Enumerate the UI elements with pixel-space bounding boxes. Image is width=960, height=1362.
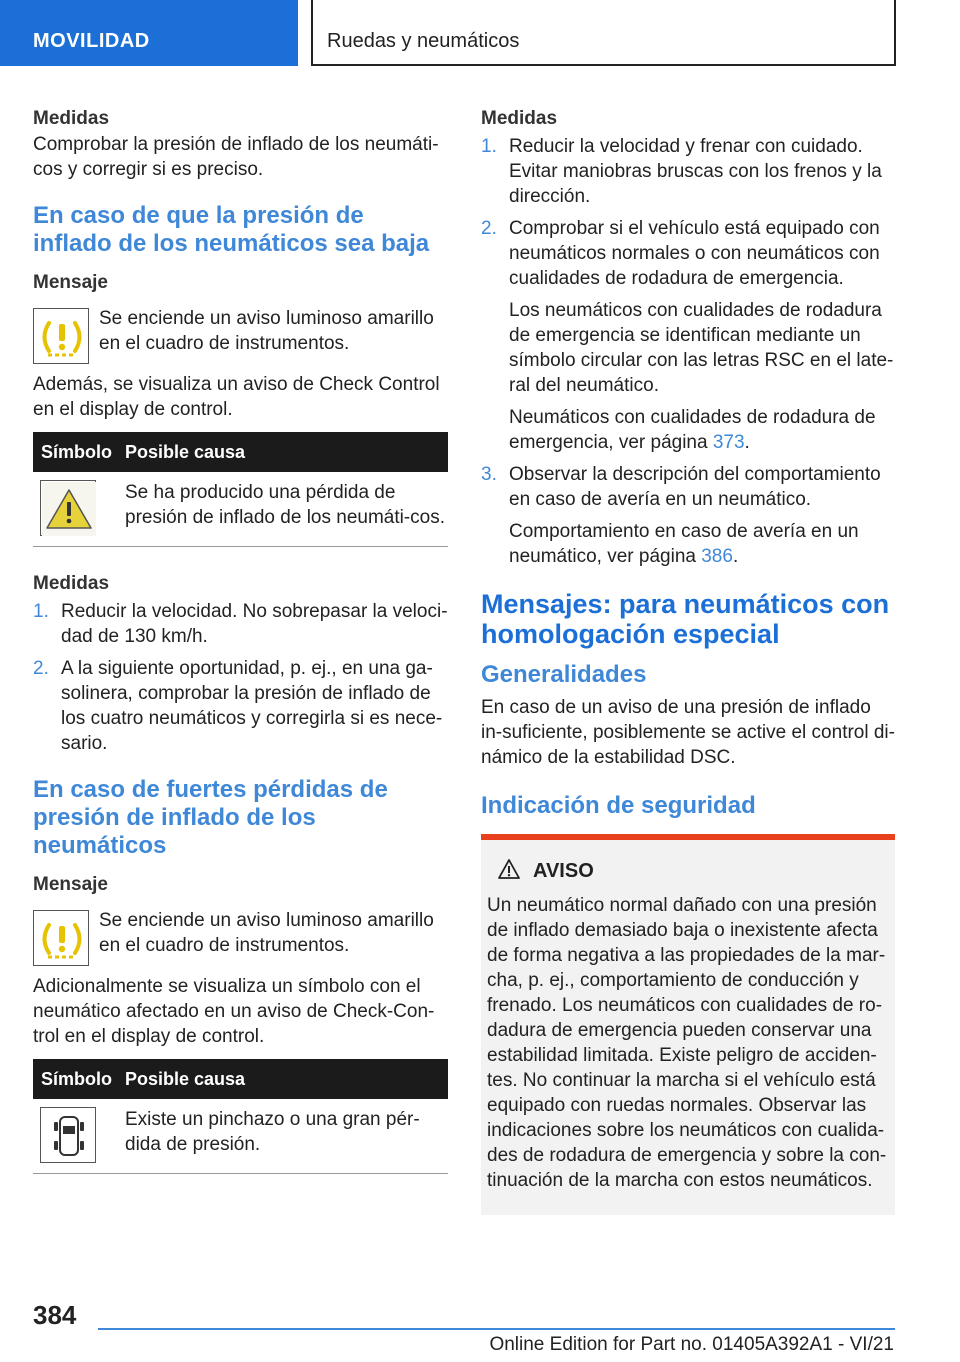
step-number: 3. bbox=[481, 464, 497, 485]
column-symbol: Símbolo bbox=[41, 1068, 112, 1089]
section-heading-strong-loss: En caso de fuertes pérdidas de presión de inflado de los neumáticos bbox=[33, 776, 388, 859]
page-link-373[interactable]: 373 bbox=[712, 432, 745, 453]
step-number: 1. bbox=[481, 136, 497, 157]
safety-heading: Indicación de seguridad bbox=[481, 792, 756, 819]
step-number: 1. bbox=[33, 601, 49, 622]
cause-text: Se ha producido una pérdida de presión de inflado de los neumáti-cos. bbox=[125, 482, 446, 528]
left-column bbox=[33, 100, 448, 1174]
chapter-tab bbox=[311, 0, 896, 66]
check-control-text: Adicionalmente se visualiza un símbolo con el neumático afectado en un aviso de Check-Con-trol en el display de control. bbox=[33, 976, 435, 1047]
page-link-386[interactable]: 386 bbox=[701, 546, 733, 567]
steps-list bbox=[481, 134, 895, 569]
chapter-label: Ruedas y neumáticos bbox=[327, 30, 520, 52]
message-row bbox=[33, 306, 448, 364]
step-text: Comprobar si el vehículo está equipado con neumáticos normales o con neumáticos con cualidades de rodadura de emergencia. bbox=[509, 218, 880, 289]
list-item bbox=[481, 134, 895, 209]
tire-pressure-warning-icon bbox=[33, 910, 89, 966]
cause-text: Existe un pinchazo o una gran pér-dida de presión. bbox=[125, 1109, 420, 1155]
message-row bbox=[33, 908, 448, 966]
list-item bbox=[33, 599, 448, 649]
section-heading-low-pressure: En caso de que la presión de inflado de los neumáticos sea baja bbox=[33, 202, 430, 257]
step-note: Los neumáticos con cualidades de rodadura de emergencia se identifican mediante un símbolo circular con las letras RSC en el late-ral del neumático. bbox=[509, 300, 894, 396]
tire-pressure-warning-icon bbox=[33, 308, 89, 364]
footer-divider bbox=[98, 1328, 895, 1330]
generalidades-heading: Generalidades bbox=[481, 661, 647, 688]
step-text: Observar la descripción del comportamiento en caso de avería en un neumático. bbox=[509, 464, 881, 510]
table-header bbox=[33, 1059, 448, 1099]
step-text: Reducir la velocidad. No sobrepasar la veloci-dad de 130 km/h. bbox=[61, 601, 448, 647]
symbol-table bbox=[33, 1059, 448, 1174]
mensaje-heading: Mensaje bbox=[33, 272, 108, 293]
page-header bbox=[0, 0, 960, 66]
table-row bbox=[33, 1099, 448, 1173]
table-row bbox=[33, 472, 448, 546]
section-heading-special-approval: Mensajes: para neumáticos con homologación especial bbox=[481, 589, 890, 649]
step-note-reference: Comportamiento en caso de avería en un neumático, ver página 386. bbox=[509, 521, 859, 567]
table-header bbox=[33, 432, 448, 472]
section-label: MOVILIDAD bbox=[33, 30, 150, 52]
column-cause: Posible causa bbox=[125, 441, 246, 462]
message-text: Se enciende un aviso luminoso amarillo en el cuadro de instrumentos. bbox=[99, 308, 434, 354]
column-cause: Posible causa bbox=[125, 1068, 246, 1089]
warning-box bbox=[481, 834, 895, 1215]
warning-triangle-icon bbox=[40, 480, 96, 536]
warning-text: Un neumático normal dañado con una presión de inflado demasiado baja o inexistente afecta de forma negativa a las propiedades de la mar-cha, p. ej., comportamiento de conducción y frenado. Los neumáticos con cualidades de ro-dadura de emergencia pueden conservar una estabilidad limitada. Existe peligro de acciden-tes. No continuar la marcha si el vehículo está equipado con ruedas normales. Observar las indicaciones sobre los neumáticos con cualida-des de rodadura de emergencia y sobre la con-tinuación de la marcha con estos neumáticos. bbox=[487, 895, 887, 1191]
step-number: 2. bbox=[33, 658, 49, 679]
warning-title: AVISO bbox=[533, 860, 594, 882]
warning-triangle-icon bbox=[497, 858, 521, 885]
medidas-heading: Medidas bbox=[33, 573, 110, 594]
step-text: A la siguiente oportunidad, p. ej., en una ga-solinera, comprobar la presión de inflado de los cuatro neumáticos y corregirla si es nece-sario. bbox=[61, 658, 443, 754]
message-text: Se enciende un aviso luminoso amarillo en el cuadro de instrumentos. bbox=[99, 910, 434, 956]
list-item bbox=[481, 462, 895, 569]
check-control-text: Además, se visualiza un aviso de Check Control en el display de control. bbox=[33, 374, 440, 420]
list-item bbox=[33, 656, 448, 756]
mensaje-heading: Mensaje bbox=[33, 874, 108, 895]
vehicle-tire-icon bbox=[40, 1107, 96, 1163]
section-tab bbox=[0, 0, 298, 66]
medidas-text: Comprobar la presión de inflado de los neumáti-cos y corregir si es preciso. bbox=[33, 134, 439, 180]
column-symbol: Símbolo bbox=[41, 441, 112, 462]
step-number: 2. bbox=[481, 218, 497, 239]
symbol-table bbox=[33, 432, 448, 547]
warning-header bbox=[497, 858, 889, 885]
step-text: Reducir la velocidad y frenar con cuidado. Evitar maniobras bruscas con los frenos y la dirección. bbox=[509, 136, 882, 207]
step-note-reference: Neumáticos con cualidades de rodadura de emergencia, ver página 373. bbox=[509, 407, 876, 453]
right-column bbox=[481, 100, 895, 1215]
edition-label: Online Edition for Part no. 01405A392A1 - VI/21 bbox=[489, 1334, 894, 1355]
medidas-heading: Medidas bbox=[33, 108, 110, 129]
steps-list bbox=[33, 599, 448, 756]
generalidades-text: En caso de un aviso de una presión de inflado in-suficiente, posiblemente se active el control di-námico de la estabilidad DSC. bbox=[481, 697, 895, 768]
medidas-heading: Medidas bbox=[481, 108, 558, 129]
page-number: 384 bbox=[33, 1300, 77, 1330]
list-item bbox=[481, 216, 895, 455]
